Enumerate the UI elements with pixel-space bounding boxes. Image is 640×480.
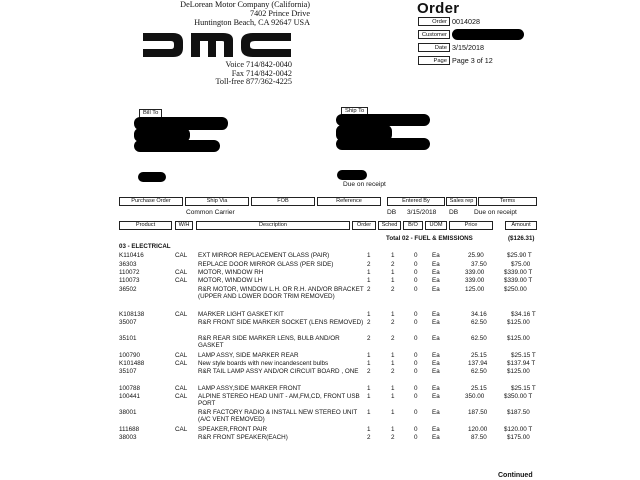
- item-order: 2: [367, 368, 371, 375]
- ship-via-value: Common Carrier: [186, 209, 235, 216]
- item-amount: $187.50: [507, 409, 530, 416]
- item-wh: CAL: [175, 252, 188, 259]
- item-bo: 0: [414, 252, 418, 259]
- item-uom: Ea: [432, 368, 440, 375]
- item-bo: 0: [414, 352, 418, 359]
- ship-to-redaction-3: [336, 138, 430, 150]
- item-wh: CAL: [175, 385, 188, 392]
- item-order: 1: [367, 311, 371, 318]
- company-city: Huntington Beach, CA 92647 USA: [194, 18, 310, 27]
- sales-rep-value: DB: [449, 209, 459, 216]
- date-label: Date: [418, 43, 450, 52]
- item-bo: 0: [414, 385, 418, 392]
- item-product: K110416: [119, 252, 144, 259]
- item-order: 1: [367, 393, 371, 400]
- item-order: 1: [367, 277, 371, 284]
- item-price: 339.00: [465, 277, 485, 284]
- entered-by-value: DB: [387, 209, 397, 216]
- item-uom: Ea: [432, 409, 440, 416]
- item-order: 2: [367, 319, 371, 326]
- item-product: 100790: [119, 352, 141, 359]
- item-product: 38001: [119, 409, 137, 416]
- item-order: 1: [367, 426, 371, 433]
- item-price: 34.16: [471, 311, 487, 318]
- item-uom: Ea: [432, 319, 440, 326]
- item-sched: 1: [391, 426, 395, 433]
- item-sched: 1: [391, 352, 395, 359]
- bill-to-label: Bill To: [139, 109, 162, 118]
- col-price: Price: [449, 221, 493, 230]
- item-bo: 0: [414, 311, 418, 318]
- item-amount: $250.00: [504, 286, 527, 293]
- item-price: 62.50: [471, 319, 487, 326]
- entered-date-value: 3/15/2018: [407, 209, 437, 216]
- item-amount: $350.00 T: [504, 393, 533, 400]
- purchase-order-header: Purchase Order: [119, 197, 183, 206]
- item-description: R&R REAR SIDE MARKER LENS, BULB AND/OR GASKET: [198, 335, 340, 349]
- item-wh: CAL: [175, 393, 188, 400]
- item-description: LAMP ASSY,SIDE MARKER FRONT: [198, 385, 301, 392]
- item-product: 35107: [119, 368, 137, 375]
- item-description: R&R FRONT SPEAKER(EACH): [198, 434, 288, 441]
- item-description: R&R MOTOR, WINDOW L.H. OR R.H. AND/OR BRACKET (UPPER AND LOWER DOOR TRIM REMOVED): [198, 286, 364, 300]
- item-product: 100441: [119, 393, 141, 400]
- item-price: 120.00: [468, 426, 488, 433]
- item-wh: CAL: [175, 311, 188, 318]
- section-total-value: ($126.31): [508, 235, 535, 242]
- item-bo: 0: [414, 434, 418, 441]
- item-price: 62.50: [471, 335, 487, 342]
- item-description: MOTOR, WINDOW RH: [198, 269, 264, 276]
- col-wh: W/H: [175, 221, 193, 230]
- col-sched: Sched: [378, 221, 401, 230]
- item-amount: $34.16 T: [511, 311, 536, 318]
- terms-header: Terms: [478, 197, 537, 206]
- item-wh: CAL: [175, 269, 188, 276]
- item-wh: CAL: [175, 352, 188, 359]
- continued-note: Continued: [498, 472, 533, 479]
- item-uom: Ea: [432, 286, 440, 293]
- item-uom: Ea: [432, 269, 440, 276]
- item-product: 38003: [119, 434, 137, 441]
- item-product: 35007: [119, 319, 137, 326]
- item-sched: 2: [391, 286, 395, 293]
- due-note: Due on receipt: [343, 181, 386, 188]
- terms-value: Due on receipt: [474, 209, 517, 216]
- item-order: 1: [367, 252, 371, 259]
- item-description: R&R FACTORY RADIO & INSTALL NEW STEREO UNIT (A/C VENT REMOVED): [198, 409, 358, 423]
- item-product: 100788: [119, 385, 141, 392]
- item-order: 1: [367, 385, 371, 392]
- item-uom: Ea: [432, 261, 440, 268]
- item-sched: 2: [391, 319, 395, 326]
- item-price: 339.00: [465, 269, 485, 276]
- item-sched: 1: [391, 409, 395, 416]
- item-order: 2: [367, 286, 371, 293]
- item-uom: Ea: [432, 352, 440, 359]
- item-price: 350.00: [465, 393, 485, 400]
- item-sched: 2: [391, 368, 395, 375]
- item-amount: $75.00: [511, 261, 531, 268]
- item-price: 37.50: [471, 261, 487, 268]
- date-value: 3/15/2018: [452, 43, 484, 52]
- item-amount: $120.00 T: [504, 426, 533, 433]
- customer-label: Customer: [418, 30, 450, 39]
- page-label: Page: [418, 56, 450, 65]
- item-order: 2: [367, 335, 371, 342]
- item-description: MARKER LIGHT GASKET KIT: [198, 311, 284, 318]
- item-sched: 1: [391, 269, 395, 276]
- col-description: Description: [196, 221, 350, 230]
- item-amount: $125.00: [507, 319, 530, 326]
- item-bo: 0: [414, 319, 418, 326]
- item-wh: CAL: [175, 426, 188, 433]
- item-product: 35101: [119, 335, 137, 342]
- item-bo: 0: [414, 277, 418, 284]
- item-bo: 0: [414, 269, 418, 276]
- item-bo: 0: [414, 393, 418, 400]
- reference-header: Reference: [317, 197, 381, 206]
- order-title: Order: [417, 0, 460, 17]
- order-number-label: Order: [418, 17, 450, 26]
- dmc-logo: [141, 30, 293, 60]
- item-order: 1: [367, 409, 371, 416]
- item-sched: 1: [391, 252, 395, 259]
- item-sched: 1: [391, 393, 395, 400]
- ship-to-label: Ship To: [341, 107, 368, 116]
- item-sched: 1: [391, 311, 395, 318]
- order-number-value: 0014028: [452, 17, 480, 26]
- customer-redaction: [452, 29, 524, 40]
- item-uom: Ea: [432, 360, 440, 367]
- item-sched: 1: [391, 277, 395, 284]
- col-amount: Amount: [505, 221, 537, 230]
- item-amount: $25.15 T: [511, 352, 536, 359]
- item-description: SPEAKER,FRONT PAIR: [198, 426, 268, 433]
- ship-to-redaction-4: [337, 170, 367, 180]
- item-sched: 2: [391, 434, 395, 441]
- company-contact: [150, 61, 292, 87]
- item-description: New style boards with new incandescent bulbs: [198, 360, 329, 367]
- item-amount: $339.00 T: [504, 277, 533, 284]
- item-wh: CAL: [175, 360, 188, 367]
- section-name: 03 - ELECTRICAL: [119, 243, 171, 250]
- page-value: Page 3 of 12: [452, 56, 493, 65]
- fob-header: FOB: [251, 197, 315, 206]
- item-description: ALPINE STEREO HEAD UNIT - AM,FM,CD, FRONT USB PORT: [198, 393, 360, 407]
- item-uom: Ea: [432, 277, 440, 284]
- item-order: 2: [367, 261, 371, 268]
- col-bo: B/O: [403, 221, 423, 230]
- item-description: REPLACE DOOR MIRROR GLASS (PER SIDE): [198, 261, 334, 268]
- item-order: 2: [367, 434, 371, 441]
- item-bo: 0: [414, 426, 418, 433]
- item-product: 110073: [119, 277, 140, 284]
- item-uom: Ea: [432, 385, 440, 392]
- col-product: Product: [119, 221, 172, 230]
- item-sched: 1: [391, 385, 395, 392]
- item-order: 1: [367, 269, 371, 276]
- item-price: 187.50: [468, 409, 488, 416]
- item-amount: $137.94 T: [507, 360, 536, 367]
- col-order: Order: [352, 221, 376, 230]
- item-uom: Ea: [432, 252, 440, 259]
- item-sched: 2: [391, 261, 395, 268]
- bill-to-redaction-4: [138, 172, 166, 182]
- item-price: 87.50: [471, 434, 487, 441]
- item-price: 25.15: [471, 385, 487, 392]
- col-uom: UOM: [425, 221, 447, 230]
- fax-number: Fax 714/842-0042: [231, 68, 292, 78]
- company-name: DeLorean Motor Company (California): [180, 0, 310, 9]
- item-bo: 0: [414, 368, 418, 375]
- voice-number: Voice 714/842-0040: [225, 60, 292, 69]
- item-uom: Ea: [432, 426, 440, 433]
- item-amount: $25.90 T: [507, 252, 532, 259]
- item-price: 25.90: [468, 252, 484, 259]
- item-product: 110072: [119, 269, 140, 276]
- item-product: K101488: [119, 360, 145, 367]
- item-description: R&R FRONT SIDE MARKER SOCKET (LENS REMOVED): [198, 319, 364, 326]
- item-description: MOTOR, WINDOW LH: [198, 277, 263, 284]
- bill-to-redaction-3: [134, 140, 220, 152]
- sales-rep-header: Sales rep: [446, 197, 477, 206]
- company-address: [120, 0, 310, 27]
- ship-via-header: Ship Via: [185, 197, 249, 206]
- item-uom: Ea: [432, 311, 440, 318]
- item-price: 125.00: [465, 286, 485, 293]
- item-order: 1: [367, 352, 371, 359]
- item-bo: 0: [414, 286, 418, 293]
- tollfree-number: Toll-free 877/362-4225: [215, 77, 292, 87]
- item-amount: $125.00: [507, 368, 530, 375]
- item-amount: $25.15 T: [511, 385, 536, 392]
- item-product: K108138: [119, 311, 145, 318]
- item-product: 36502: [119, 286, 137, 293]
- item-uom: Ea: [432, 434, 440, 441]
- item-product: 111688: [119, 426, 140, 433]
- item-amount: $339.00 T: [504, 269, 533, 276]
- item-amount: $175.00: [507, 434, 530, 441]
- item-description: LAMP ASSY, SIDE MARKER REAR: [198, 352, 299, 359]
- item-price: 62.50: [471, 368, 487, 375]
- company-street: 7402 Prince Drive: [249, 9, 310, 18]
- item-amount: $125.00: [507, 335, 530, 342]
- item-sched: 1: [391, 360, 395, 367]
- item-wh: CAL: [175, 277, 188, 284]
- item-uom: Ea: [432, 393, 440, 400]
- item-bo: 0: [414, 409, 418, 416]
- item-bo: 0: [414, 335, 418, 342]
- item-product: 36303: [119, 261, 137, 268]
- item-uom: Ea: [432, 335, 440, 342]
- entered-by-header: Entered By: [387, 197, 445, 206]
- item-order: 1: [367, 360, 371, 367]
- item-price: 137.94: [468, 360, 488, 367]
- item-description: EXT MIRROR REPLACEMENT GLASS (PAIR): [198, 252, 330, 259]
- item-bo: 0: [414, 360, 418, 367]
- item-sched: 2: [391, 335, 395, 342]
- item-price: 25.15: [471, 352, 487, 359]
- item-description: R&R TAIL LAMP ASSY AND/OR CIRCUIT BOARD , ONE: [198, 368, 359, 375]
- section-total-label: Total 02 - FUEL & EMISSIONS: [386, 235, 473, 242]
- item-bo: 0: [414, 261, 418, 268]
